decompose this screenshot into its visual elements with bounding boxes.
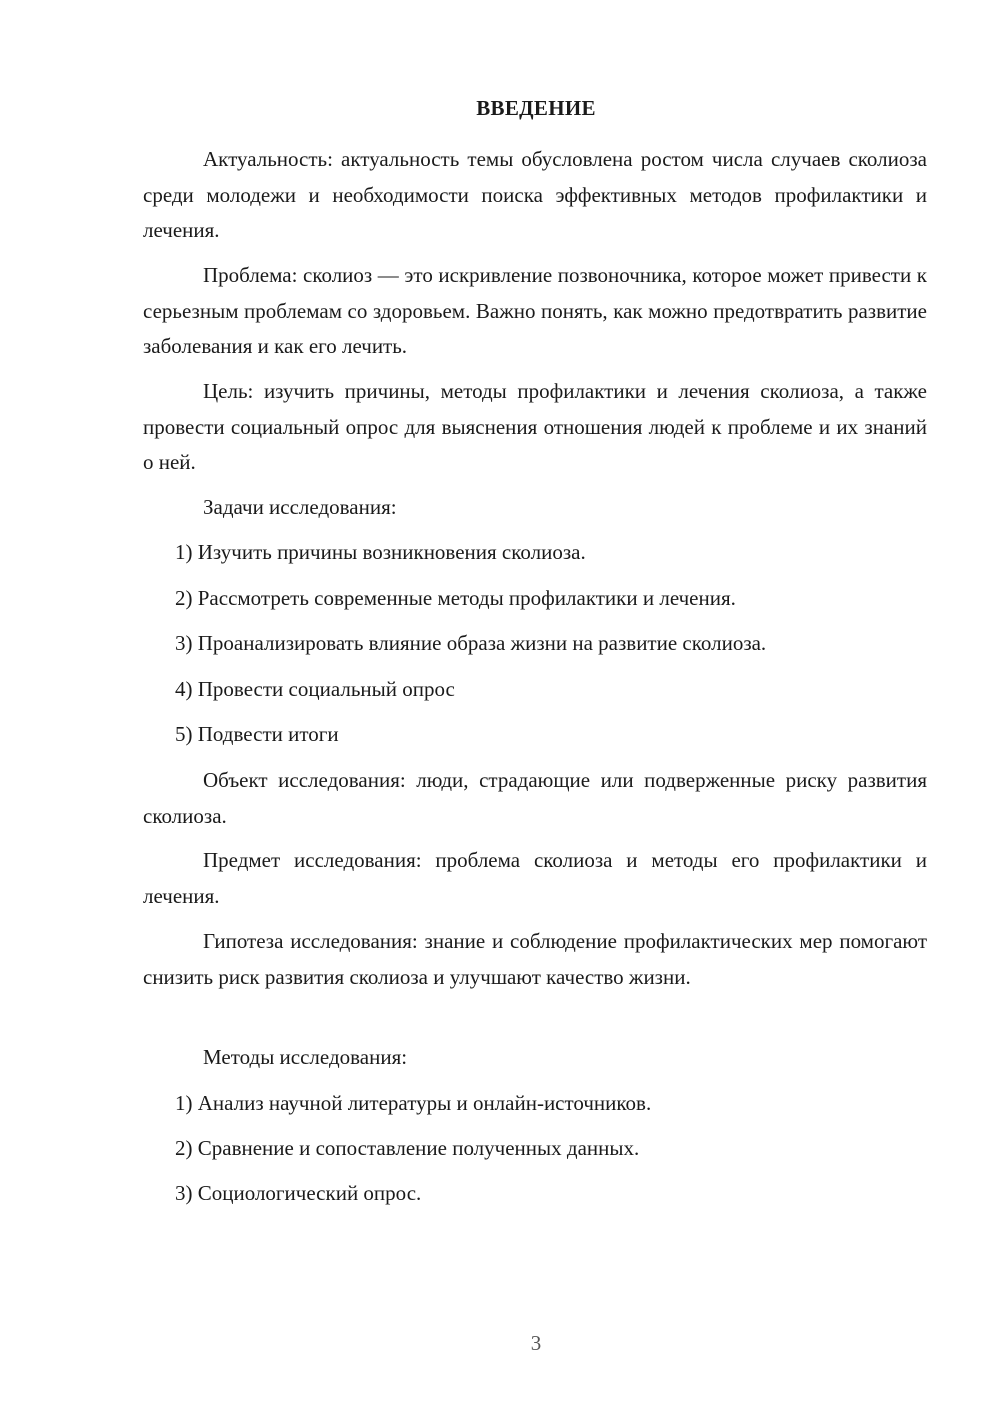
task-item-2: 2) Рассмотреть современные методы профилактики и лечения. (175, 586, 736, 610)
task-item-3: 3) Проанализировать влияние образа жизни на развитие сколиоза. (175, 631, 767, 655)
methods-heading: Методы исследования: (203, 1045, 408, 1069)
paragraph-object: Объект исследования: люди, страдающие или подверженные риску развития сколиоза. (143, 768, 927, 828)
page-title: ВВЕДЕНИЕ (476, 96, 596, 120)
page-number: 3 (530, 1331, 542, 1355)
task-item-4: 4) Провести социальный опрос (175, 677, 455, 701)
paragraph-goal: Цель: изучить причины, методы профилактики и лечения сколиоза, а также провести социальный опрос для выяснения отношения людей к проблеме и их знаний о ней. (143, 379, 927, 474)
tasks-heading: Задачи исследования: (203, 495, 397, 519)
task-item-1: 1) Изучить причины возникновения сколиоза. (175, 540, 586, 564)
method-item-2: 2) Сравнение и сопоставление полученных данных. (175, 1136, 640, 1160)
paragraph-subject: Предмет исследования: проблема сколиоза и методы его профилактики и лечения. (143, 848, 927, 908)
paragraph-relevance: Актуальность: актуальность темы обусловлена ростом числа случаев сколиоза среди молодежи и необходимости поиска эффективных методов профилактики и лечения. (143, 147, 927, 242)
paragraph-hypothesis: Гипотеза исследования: знание и соблюдение профилактических мер помогают снизить риск развития сколиоза и улучшают качество жизни. (143, 929, 927, 989)
task-item-5: 5) Подвести итоги (175, 722, 339, 746)
paragraph-problem: Проблема: сколиоз — это искривление позвоночника, которое может привести к серьезным проблемам со здоровьем. Важно понять, как можно предотвратить развитие заболевания и как его лечить. (143, 263, 927, 358)
method-item-1: 1) Анализ научной литературы и онлайн-источников. (175, 1091, 652, 1115)
method-item-3: 3) Социологический опрос. (175, 1181, 422, 1205)
